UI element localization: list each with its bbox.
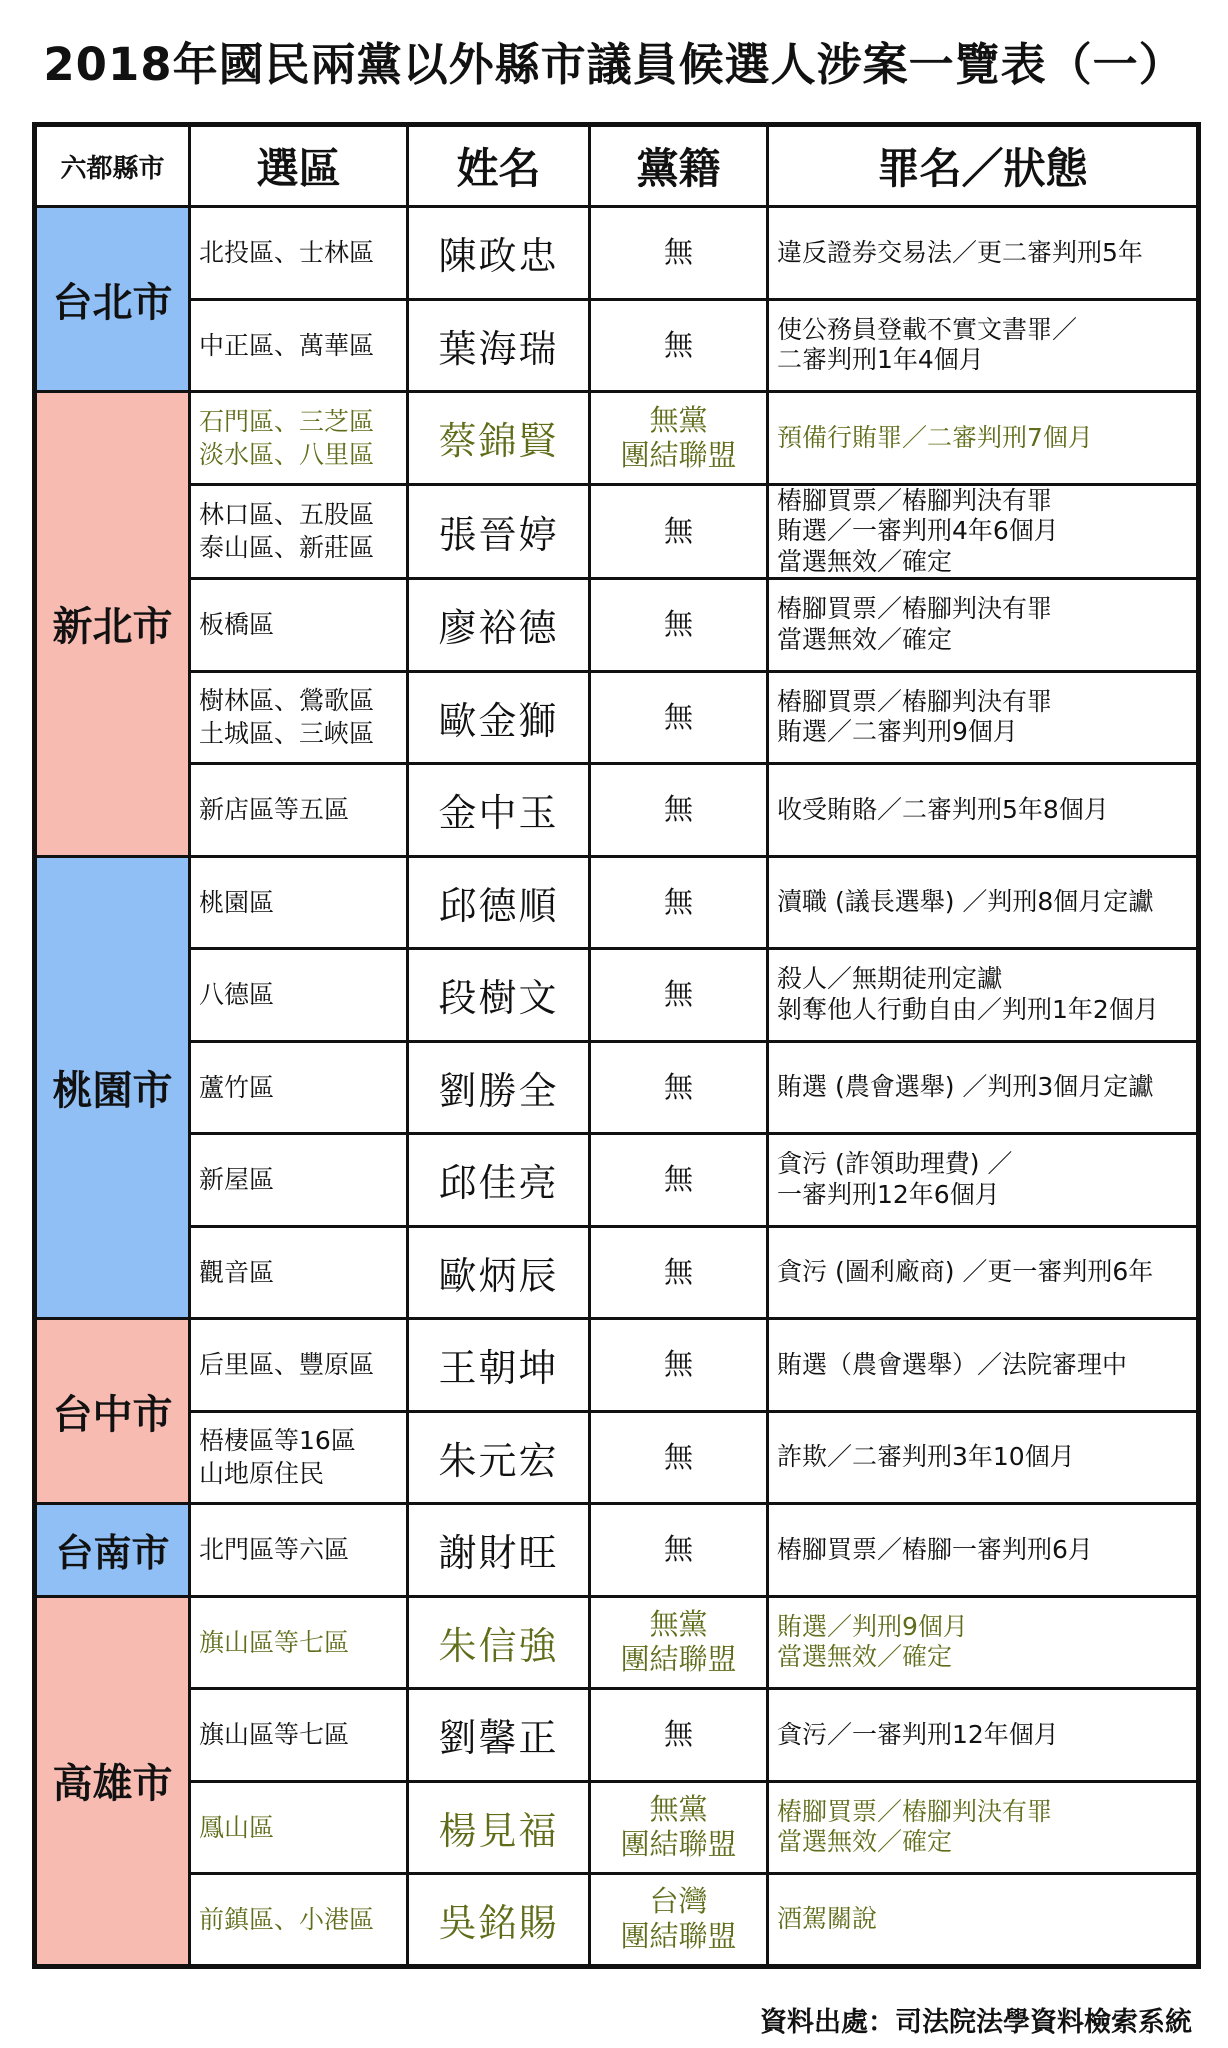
name-cell: 陳政忠 — [408, 207, 590, 300]
district-cell: 板橋區 — [190, 579, 408, 672]
district-cell: 新屋區 — [190, 1134, 408, 1227]
name-cell: 朱信強 — [408, 1596, 590, 1689]
table-row — [35, 1134, 1199, 1227]
table-row — [35, 299, 1199, 392]
charge-cell: 貪污 (詐領助理費) ／ 一審判刑12年6個月 — [768, 1134, 1199, 1227]
charge-cell: 酒駕關說 — [768, 1874, 1199, 1967]
district-cell: 中正區、萬華區 — [190, 299, 408, 392]
table-row — [35, 671, 1199, 764]
charge-cell: 樁腳買票／樁腳判決有罪 賄選／二審判刑9個月 — [768, 671, 1199, 764]
name-cell: 邱德順 — [408, 856, 590, 949]
name-cell: 金中玉 — [408, 764, 590, 857]
charge-cell: 賄選 (農會選舉) ／判刑3個月定讞 — [768, 1041, 1199, 1134]
name-cell: 邱佳亮 — [408, 1134, 590, 1227]
table-row — [35, 579, 1199, 672]
name-cell: 王朝坤 — [408, 1319, 590, 1412]
party-cell: 無 — [590, 856, 768, 949]
charge-cell: 貪污／一審判刑12年個月 — [768, 1689, 1199, 1782]
city-cell-new-taipei: 新北市 — [35, 392, 190, 857]
name-cell: 劉馨正 — [408, 1689, 590, 1782]
district-cell: 北投區、士林區 — [190, 207, 408, 300]
city-cell-taichung: 台中市 — [35, 1319, 190, 1504]
table-row — [35, 1596, 1199, 1689]
charge-cell: 殺人／無期徒刑定讞 剝奪他人行動自由／判刑1年2個月 — [768, 949, 1199, 1042]
charge-cell: 瀆職 (議長選舉) ／判刑8個月定讞 — [768, 856, 1199, 949]
table-row — [35, 484, 1199, 579]
party-cell: 無 — [590, 299, 768, 392]
table-row — [35, 1874, 1199, 1967]
name-cell: 歐炳辰 — [408, 1226, 590, 1319]
district-cell: 北門區等六區 — [190, 1504, 408, 1597]
name-cell: 吳銘賜 — [408, 1874, 590, 1967]
charge-cell: 賄選／判刑9個月 當選無效／確定 — [768, 1596, 1199, 1689]
party-cell: 無 — [590, 1134, 768, 1227]
name-cell: 謝財旺 — [408, 1504, 590, 1597]
table-row — [35, 1781, 1199, 1874]
party-cell: 無黨 團結聯盟 — [590, 1596, 768, 1689]
name-cell: 劉勝全 — [408, 1041, 590, 1134]
district-cell: 蘆竹區 — [190, 1041, 408, 1134]
header-party: 黨籍 — [590, 125, 768, 207]
city-cell-kaohsiung: 高雄市 — [35, 1596, 190, 1966]
party-cell: 無 — [590, 671, 768, 764]
party-cell: 無 — [590, 579, 768, 672]
name-cell: 蔡錦賢 — [408, 392, 590, 485]
name-cell: 張晉婷 — [408, 484, 590, 579]
table-row — [35, 1504, 1199, 1597]
district-cell: 梧棲區等16區 山地原住民 — [190, 1411, 408, 1504]
name-cell: 朱元宏 — [408, 1411, 590, 1504]
name-cell: 段樹文 — [408, 949, 590, 1042]
charge-cell: 樁腳買票／樁腳判決有罪 賄選／一審判刑4年6個月 當選無效／確定 — [768, 484, 1199, 579]
district-cell: 前鎮區、小港區 — [190, 1874, 408, 1967]
table-row — [35, 856, 1199, 949]
party-cell: 無 — [590, 764, 768, 857]
header-district: 選區 — [190, 125, 408, 207]
district-cell: 林口區、五股區 泰山區、新莊區 — [190, 484, 408, 579]
source-note: 資料出處：司法院法學資料檢索系統 — [760, 2007, 1192, 2038]
table-row — [35, 392, 1199, 485]
table-row — [35, 1319, 1199, 1412]
header-name: 姓名 — [408, 125, 590, 207]
party-cell: 無 — [590, 1689, 768, 1782]
district-cell: 石門區、三芝區 淡水區、八里區 — [190, 392, 408, 485]
charge-cell: 貪污 (圖利廠商) ／更一審判刑6年 — [768, 1226, 1199, 1319]
party-cell: 無 — [590, 1319, 768, 1412]
name-cell: 葉海瑞 — [408, 299, 590, 392]
city-cell-taipei: 台北市 — [35, 207, 190, 392]
charge-cell: 樁腳買票／樁腳判決有罪 當選無效／確定 — [768, 1781, 1199, 1874]
name-cell: 歐金獅 — [408, 671, 590, 764]
table-row — [35, 1411, 1199, 1504]
table-row — [35, 949, 1199, 1042]
party-cell: 無 — [590, 1504, 768, 1597]
city-cell-tainan: 台南市 — [35, 1504, 190, 1597]
name-cell: 楊見福 — [408, 1781, 590, 1874]
charge-cell: 樁腳買票／樁腳判決有罪 當選無效／確定 — [768, 579, 1199, 672]
city-cell-taoyuan: 桃園市 — [35, 856, 190, 1319]
district-cell: 桃園區 — [190, 856, 408, 949]
party-cell: 無 — [590, 484, 768, 579]
charge-cell: 預備行賄罪／二審判刑7個月 — [768, 392, 1199, 485]
party-cell: 無 — [590, 949, 768, 1042]
table-row — [35, 1226, 1199, 1319]
candidates-table — [32, 122, 1201, 1969]
table-row — [35, 1041, 1199, 1134]
party-cell: 無 — [590, 1411, 768, 1504]
party-cell: 台灣 團結聯盟 — [590, 1874, 768, 1967]
party-cell: 無 — [590, 1041, 768, 1134]
header-charge: 罪名／狀態 — [768, 125, 1199, 207]
table-header-row — [35, 125, 1199, 207]
name-cell: 廖裕德 — [408, 579, 590, 672]
table-row — [35, 207, 1199, 300]
district-cell: 新店區等五區 — [190, 764, 408, 857]
district-cell: 鳳山區 — [190, 1781, 408, 1874]
district-cell: 觀音區 — [190, 1226, 408, 1319]
charge-cell: 賄選（農會選舉）／法院審理中 — [768, 1319, 1199, 1412]
district-cell: 樹林區、鶯歌區 土城區、三峽區 — [190, 671, 408, 764]
district-cell: 八德區 — [190, 949, 408, 1042]
table-row — [35, 764, 1199, 857]
party-cell: 無黨 團結聯盟 — [590, 1781, 768, 1874]
charge-cell: 樁腳買票／樁腳一審判刑6月 — [768, 1504, 1199, 1597]
party-cell: 無 — [590, 1226, 768, 1319]
charge-cell: 違反證券交易法／更二審判刑5年 — [768, 207, 1199, 300]
table-row — [35, 1689, 1199, 1782]
district-cell: 旗山區等七區 — [190, 1689, 408, 1782]
header-city: 六都縣市 — [35, 125, 190, 207]
district-cell: 旗山區等七區 — [190, 1596, 408, 1689]
district-cell: 后里區、豐原區 — [190, 1319, 408, 1412]
charge-cell: 使公務員登載不實文書罪／ 二審判刑1年4個月 — [768, 299, 1199, 392]
charge-cell: 收受賄賂／二審判刑5年8個月 — [768, 764, 1199, 857]
party-cell: 無 — [590, 207, 768, 300]
party-cell: 無黨 團結聯盟 — [590, 392, 768, 485]
charge-cell: 詐欺／二審判刑3年10個月 — [768, 1411, 1199, 1504]
page-title: 2018年國民兩黨以外縣市議員候選人涉案一覽表（一） — [43, 38, 1185, 91]
